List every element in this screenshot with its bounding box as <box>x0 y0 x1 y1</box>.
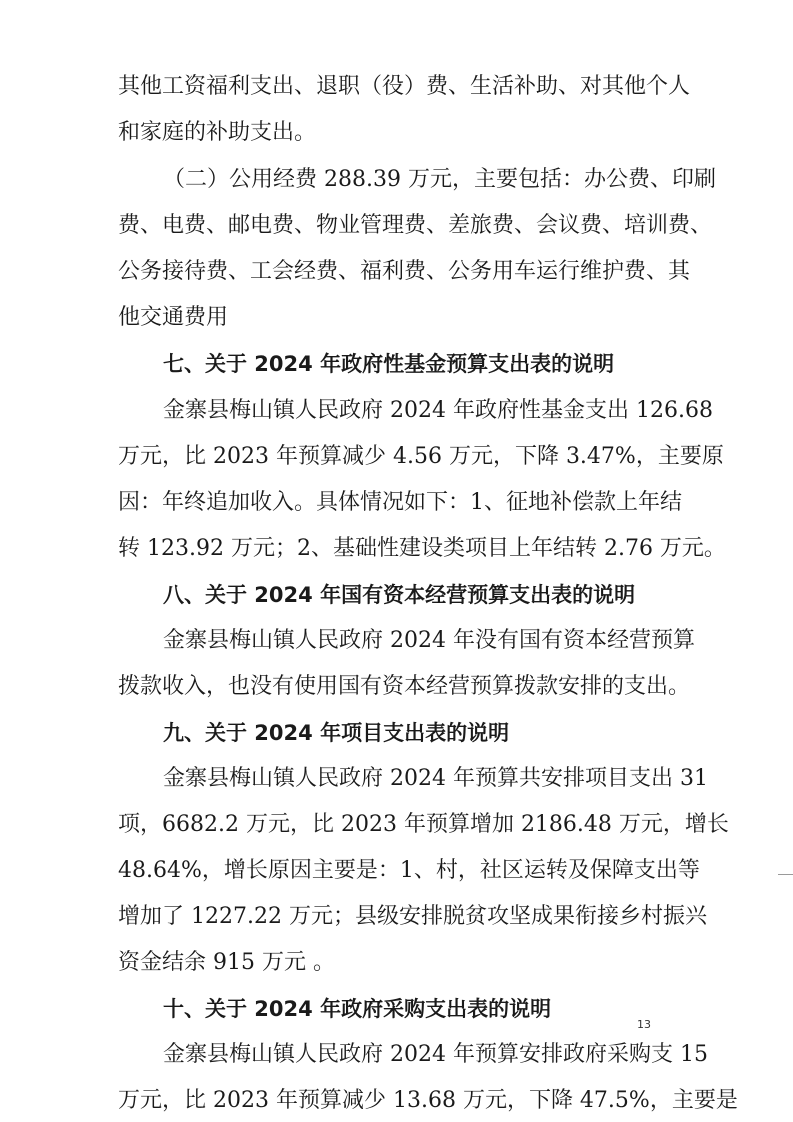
section-heading: 十、关于 2024 年政府采购支出表的说明 <box>163 997 552 1021</box>
paragraph-line: 他交通费用 <box>118 305 229 330</box>
paragraph-line: 资金结余 915 万元 。 <box>118 950 335 975</box>
paragraph-line: 拨款收入，也没有使用国有资本经营预算拨款安排的支出。 <box>118 674 691 699</box>
paragraph-line: 万元，比 2023 年预算减少 13.68 万元，下降 47.5%，主要是 <box>118 1088 738 1113</box>
paragraph-line: 其他工资福利支出、退职（役）费、生活补助、对其他个人 <box>118 74 691 99</box>
section-heading: 九、关于 2024 年项目支出表的说明 <box>163 721 510 745</box>
paragraph-line: （二）公用经费 288.39 万元，主要包括：办公费、印刷 <box>163 167 716 192</box>
paragraph-line: 金寨县梅山镇人民政府 2024 年政府性基金支出 126.68 <box>163 398 713 423</box>
paragraph-line: 增加了 1227.22 万元；县级安排脱贫攻坚成果衔接乡村振兴 <box>118 904 707 929</box>
paragraph-line: 费、电费、邮电费、物业管理费、差旅费、会议费、培训费、 <box>118 213 713 238</box>
section-heading: 七、关于 2024 年政府性基金预算支出表的说明 <box>163 352 615 376</box>
page-number: 13 <box>637 1018 651 1031</box>
paragraph-line: 公务接待费、工会经费、福利费、公务用车运行维护费、其 <box>118 259 691 284</box>
paragraph-line: 因：年终追加收入。具体情况如下：1、征地补偿款上年结 <box>118 490 682 515</box>
paragraph-line: 金寨县梅山镇人民政府 2024 年没有国有资本经营预算 <box>163 628 695 653</box>
paragraph-line: 和家庭的补助支出。 <box>118 120 317 145</box>
paragraph-line: 转 123.92 万元；2、基础性建设类项目上年结转 2.76 万元。 <box>118 536 726 561</box>
section-heading: 八、关于 2024 年国有资本经营预算支出表的说明 <box>163 583 636 607</box>
paragraph-line: 金寨县梅山镇人民政府 2024 年预算安排政府采购支 15 <box>163 1042 708 1067</box>
paragraph-line: 项，6682.2 万元，比 2023 年预算增加 2186.48 万元，增长 <box>118 812 729 837</box>
paragraph-line: 48.64%，增长原因主要是：1、村，社区运转及保障支出等 <box>118 858 700 883</box>
edge-mark <box>778 874 793 875</box>
paragraph-line: 万元，比 2023 年预算减少 4.56 万元，下降 3.47%，主要原 <box>118 444 724 469</box>
paragraph-line: 金寨县梅山镇人民政府 2024 年预算共安排项目支出 31 <box>163 766 708 791</box>
